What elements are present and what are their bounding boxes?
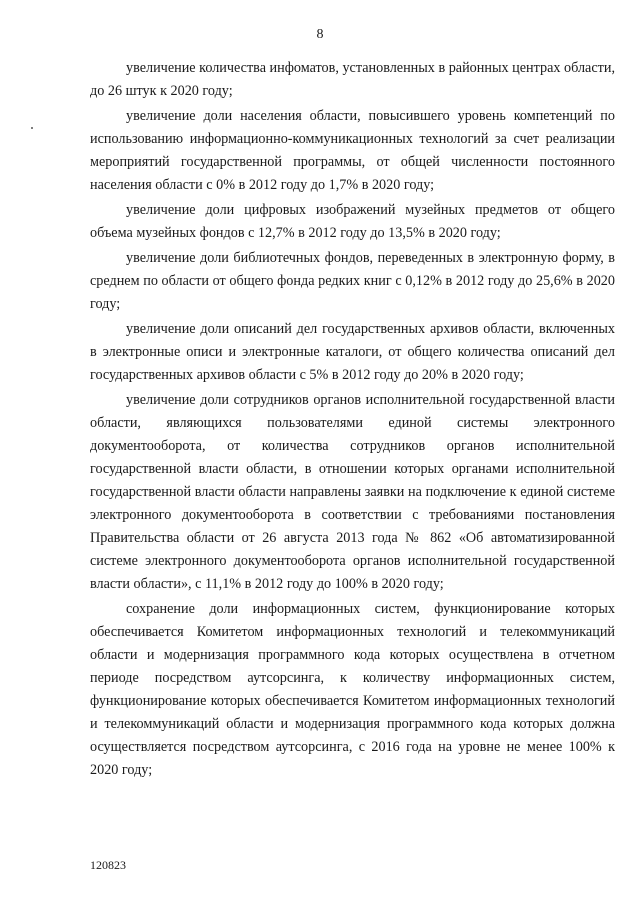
paragraph-ict-competence: увеличение доли населения области, повысившего уровень компетенций по использованию информационно-коммуникационных технологий за счет реализации мероприятий государственной программы, от общей численности постоянного населения области с 0% в 2012 году до 1,7% в 2020 году;: [90, 108, 615, 193]
document-code: 120823: [90, 858, 126, 872]
paragraph-archive-descriptions: увеличение доли описаний дел государственных архивов области, включенных в электронные описи и электронные каталоги, от общего количества описаний дел государственных архивов области с 5% в 2012 году до 20% в 2020 году;: [90, 321, 615, 383]
page-number: 8: [316, 27, 324, 42]
paragraph-edms-users: увеличение доли сотрудников органов исполнительной государственной власти области, являющихся пользователями единой системы электронного документооборота, от количества сотрудников органов исполнительной государственной власти области, в отношении которых органами исполнительной государственной власти области направлены заявки на подключение к единой системе электронного документооборота в соответствии с требованиями постановления Правительства области от 26 августа 2013 года № 862 «Об автоматизированной системе электронного документооборота органов исполнительной государственной власти области», с 11,1% в 2012 году до 100% в 2020 году;: [90, 392, 615, 592]
paragraph-outsourcing: сохранение доли информационных систем, функционирование которых обеспечивается Комитетом информационных технологий и телекоммуникаций области и модернизация программного кода которых осуществлена в отчетном периоде посредством аутсорсинга, к количеству информационных систем, функционирование которых обеспечивается Комитетом информационных технологий и телекоммуникаций области и модернизация программного кода которых должна осуществляется посредством аутсорсинга, с 2016 года на уровне не менее 100% к 2020 году;: [90, 601, 615, 778]
paragraph-library-funds: увеличение доли библиотечных фондов, переведенных в электронную форму, в среднем по области от общего фонда редких книг с 0,12% в 2012 году до 25,6% в 2020 году;: [90, 250, 615, 312]
document-body: [90, 57, 615, 782]
paragraph-infomats: увеличение количества инфоматов, установленных в районных центрах области, до 26 штук к 2020 году;: [90, 60, 615, 99]
paragraph-museum-images: увеличение доли цифровых изображений музейных предметов от общего объема музейных фондов с 12,7% в 2012 году до 13,5% в 2020 году;: [90, 202, 615, 241]
margin-mark: [31, 127, 33, 129]
